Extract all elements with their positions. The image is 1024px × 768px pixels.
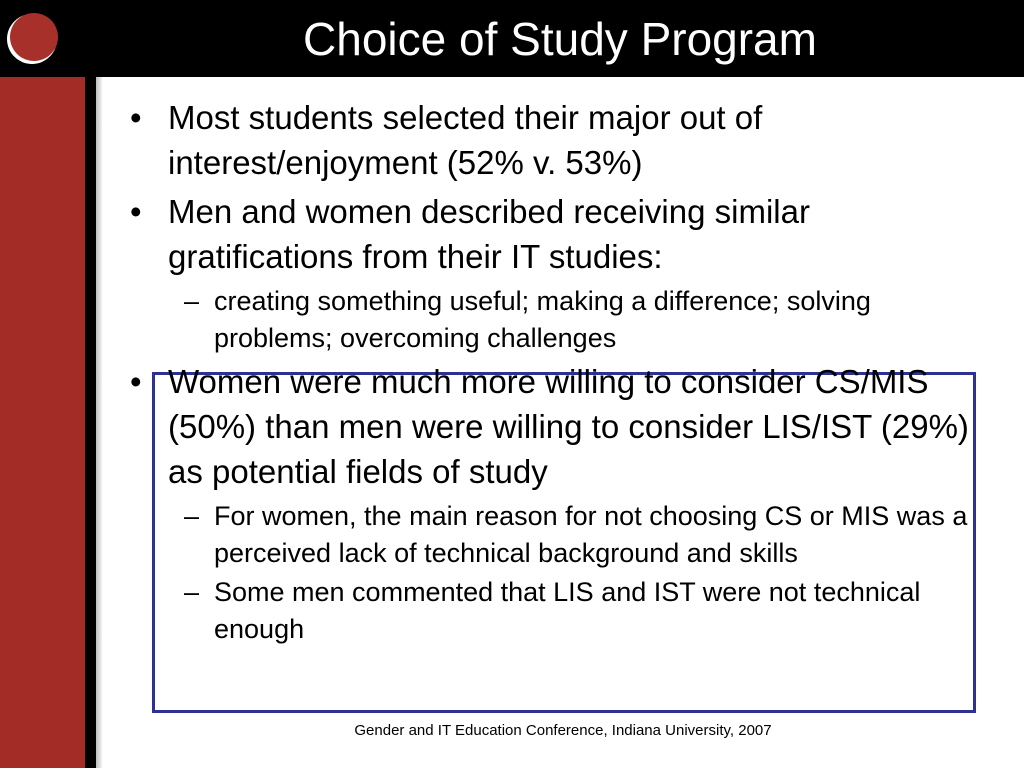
logo-circle-icon xyxy=(10,13,58,61)
sub-bullet-text: creating something useful; making a difference; solving problems; overcoming challenges xyxy=(214,286,871,353)
bullet-item xyxy=(128,189,988,279)
sub-bullet-marker: – xyxy=(184,577,200,607)
slide-title: Choice of Study Program xyxy=(303,12,817,65)
bullet-marker: • xyxy=(130,193,142,230)
bullet-text: Women were much more willing to consider CS/MIS (50%) than men were willing to consider LIS/IST (29%) as potential fields of study xyxy=(168,363,969,490)
title-bar xyxy=(0,0,1024,77)
slide-footer: Gender and IT Education Conference, Indiana University, 2007 xyxy=(354,722,772,739)
bullet-marker: • xyxy=(130,363,142,400)
sub-bullet-text: For women, the main reason for not choosing CS or MIS was a perceived lack of technical background and skills xyxy=(214,501,968,568)
slide-content xyxy=(128,95,988,650)
sub-bullet-marker: – xyxy=(184,286,200,316)
left-divider-bar xyxy=(85,77,96,768)
sub-bullet-marker: – xyxy=(184,501,200,531)
sub-bullet-text: Some men commented that LIS and IST were not technical enough xyxy=(214,577,921,644)
bullet-text: Most students selected their major out of interest/enjoyment (52% v. 53%) xyxy=(168,99,763,181)
left-accent-bar xyxy=(0,77,85,768)
sub-bullet-item xyxy=(128,574,988,648)
left-shadow-bar xyxy=(96,77,102,768)
sub-bullet-item xyxy=(128,283,988,357)
bullet-marker: • xyxy=(130,99,142,136)
bullet-text: Men and women described receiving similar gratifications from their IT studies: xyxy=(168,193,810,275)
sub-bullet-item xyxy=(128,498,988,572)
bullet-item xyxy=(128,95,988,185)
bullet-item xyxy=(128,359,988,494)
